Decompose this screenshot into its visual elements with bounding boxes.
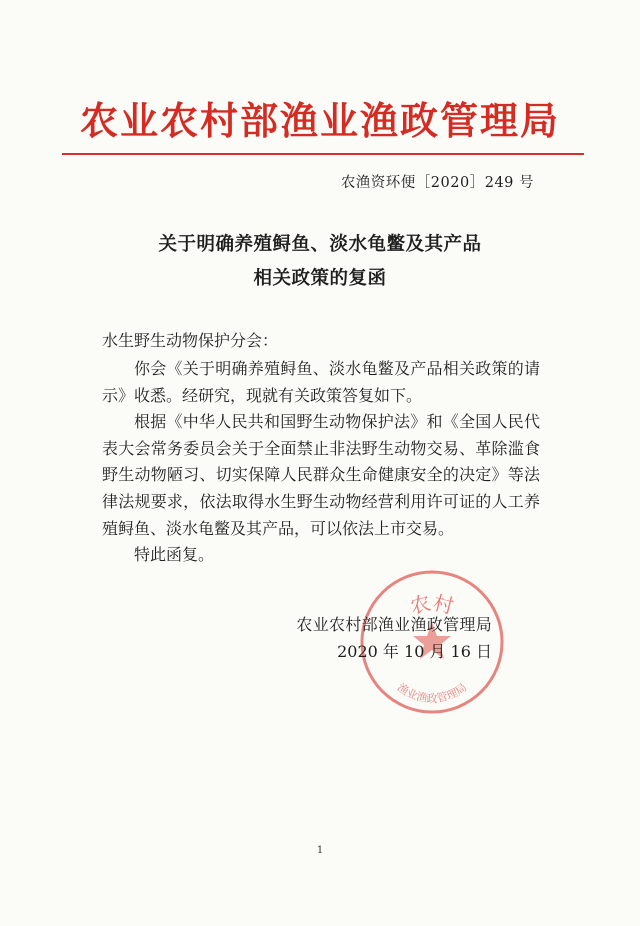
- paragraph-1: 你会《关于明确养殖鲟鱼、淡水龟鳖及产品相关政策的请示》收悉。经研究，现就有关政策答复如下。: [102, 359, 540, 405]
- letter-body: [102, 356, 540, 569]
- paragraph-3: 特此函复。: [134, 545, 215, 565]
- signature-organization: 农业农村部渔业渔政管理局: [296, 615, 492, 634]
- red-divider-line: [62, 153, 584, 155]
- document-number: 农渔资环便［2020］249 号: [340, 175, 534, 191]
- seal-top-text: 农村: [407, 590, 457, 619]
- subject-line-2: 相关政策的复函: [253, 268, 387, 289]
- seal-bottom-text: 渔业渔政管理局: [394, 680, 470, 705]
- page-number: 1: [316, 845, 324, 856]
- salutation: 水生野生动物保护分会：: [102, 331, 279, 350]
- subject-line-1: 关于明确养殖鲟鱼、淡水龟鳖及其产品: [158, 234, 482, 255]
- signature-date: 2020 年 10 月 16 日: [337, 642, 492, 661]
- letterhead-title: 农业农村部渔业渔政管理局: [79, 98, 560, 143]
- paragraph-2: 根据《中华人民共和国野生动物保护法》和《全国人民代表大会常务委员会关于全面禁止非法野生动物交易、革除滥食野生动物陋习、切实保障人民群众生命健康安全的决定》等法律法规要求，依法取得水生野生动物经营利用许可证的人工养殖鲟鱼、淡水龟鳖及其产品，可以依法上市交易。: [102, 412, 540, 538]
- document-subject: [0, 228, 640, 296]
